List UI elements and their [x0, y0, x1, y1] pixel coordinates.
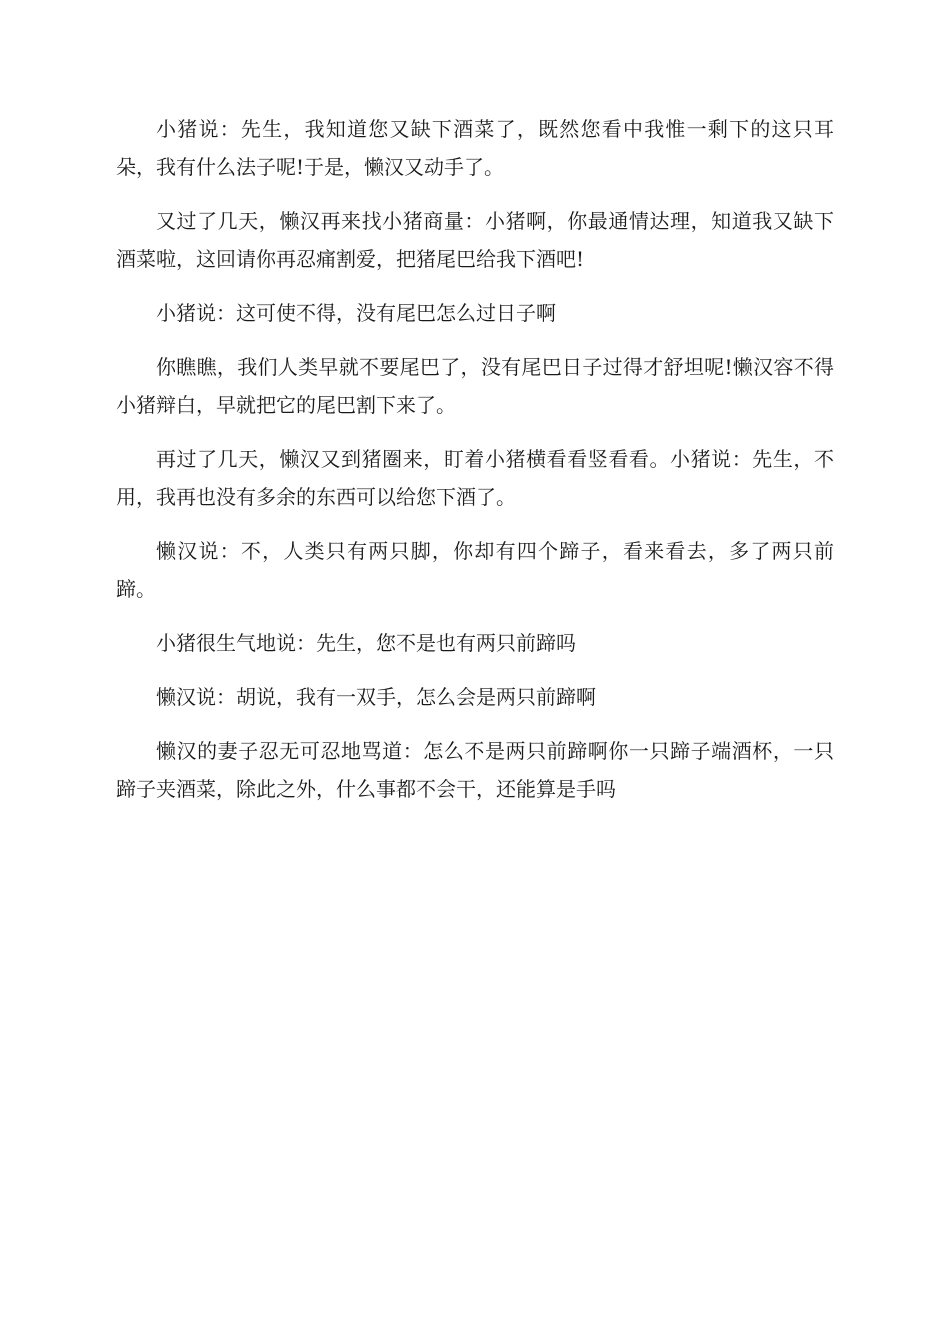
paragraph-4: 你瞧瞧，我们人类早就不要尾巴了，没有尾巴日子过得才舒坦呢!懒汉容不得小猪辩白，早就把它的尾巴割下来了。: [116, 355, 834, 417]
paragraph-6: 懒汉说：不，人类只有两只脚，你却有四个蹄子，看来看去，多了两只前蹄。: [116, 539, 834, 601]
paragraph-3: 小猪说：这可使不得，没有尾巴怎么过日子啊: [156, 301, 556, 325]
paragraph-2: 又过了几天，懒汉再来找小猪商量：小猪啊，你最通情达理，知道我又缺下酒菜啦，这回请你再忍痛割爱，把猪尾巴给我下酒吧!: [116, 209, 834, 271]
paragraph-7: 小猪很生气地说：先生，您不是也有两只前蹄吗: [156, 631, 576, 655]
paragraph-8: 懒汉说：胡说，我有一双手，怎么会是两只前蹄啊: [156, 685, 596, 709]
paragraph-9: 懒汉的妻子忍无可忍地骂道：怎么不是两只前蹄啊你一只蹄子端酒杯，一只蹄子夹酒菜，除此之外，什么事都不会干，还能算是手吗: [116, 739, 834, 801]
paragraph-1: 小猪说：先生，我知道您又缺下酒菜了，既然您看中我惟一剩下的这只耳朵，我有什么法子呢!于是，懒汉又动手了。: [116, 117, 834, 179]
document-body: [116, 110, 834, 824]
paragraph-5: 再过了几天，懒汉又到猪圈来，盯着小猪横看看竖看看。小猪说：先生，不用，我再也没有多余的东西可以给您下酒了。: [116, 447, 834, 509]
